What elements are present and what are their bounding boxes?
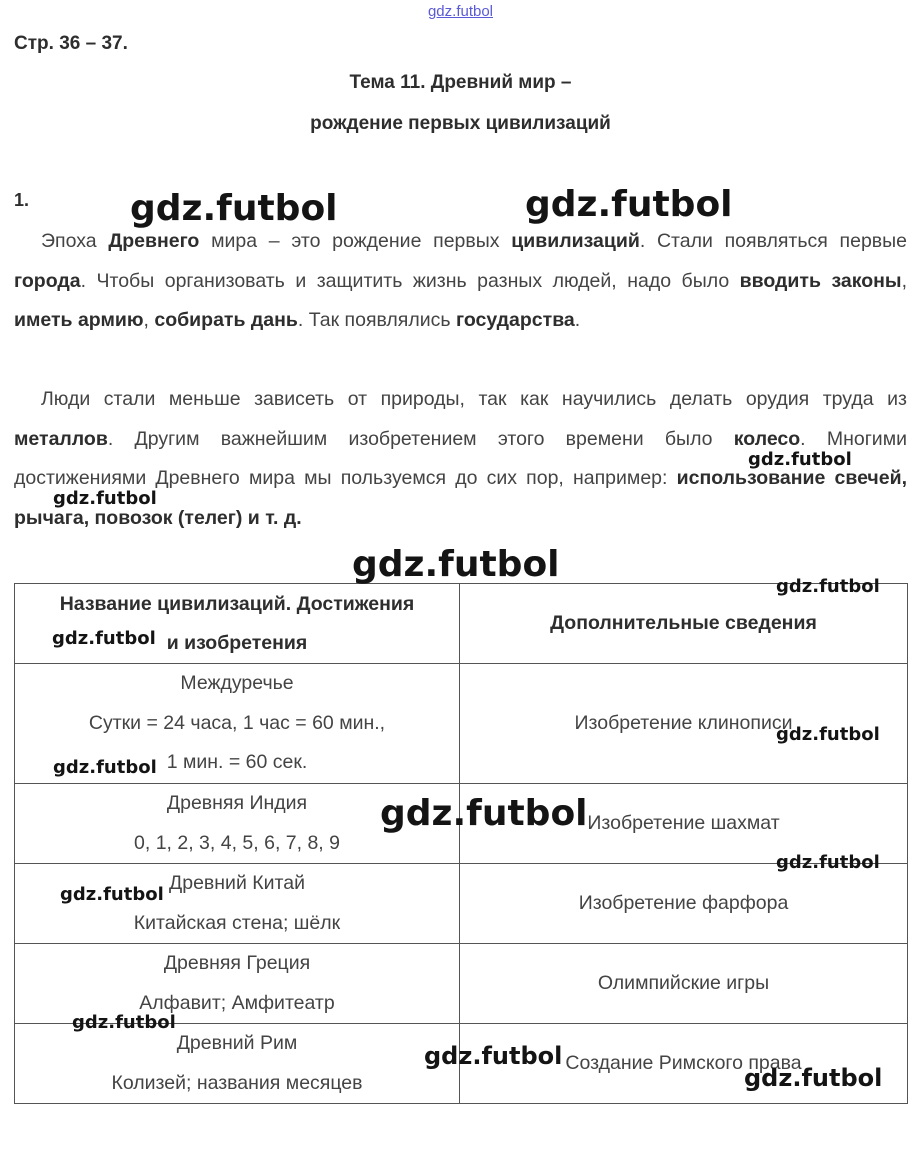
extra-info-cell: Изобретение фарфора	[460, 864, 908, 944]
bold-term: государства	[455, 309, 575, 331]
text-run: . Чтобы организовать и защитить жизнь разных людей, надо было	[80, 269, 740, 292]
page-reference: Стр. 36 – 37.	[14, 33, 128, 54]
watermark: gdz.futbol	[776, 852, 880, 873]
extra-info-cell: Олимпийские игры	[460, 944, 908, 1024]
watermark: gdz.futbol	[748, 449, 852, 470]
bold-term: колесо	[733, 427, 801, 450]
topic-title-line-2: рождение первых цивилизаций	[310, 113, 611, 134]
text-run: мира – это рождение первых	[199, 230, 512, 252]
text-run: .	[574, 309, 581, 331]
text-run: ,	[901, 269, 907, 292]
bold-term: собирать дань	[154, 309, 298, 331]
top-watermark-link[interactable]: gdz.futbol	[427, 3, 494, 20]
text-run: . Другим важнейшим изобретением этого времени было	[107, 427, 734, 450]
bold-term: вводить законы	[739, 269, 902, 292]
watermark: gdz.futbol	[776, 724, 880, 745]
extra-info-cell: Изобретение клинописи	[460, 664, 908, 784]
civilization-achievement: Алфавит; Амфитеатр	[139, 991, 335, 1014]
watermark: gdz.futbol	[424, 1042, 563, 1070]
civilization-name: Древний Рим	[176, 1032, 298, 1054]
watermark: gdz.futbol	[352, 544, 560, 585]
text-run: ,	[143, 309, 155, 331]
bold-term: города	[14, 269, 81, 292]
civilization-achievement: Колизей; названия месяцев	[111, 1071, 363, 1094]
header-left-line-1: Название цивилизаций. Достижения	[59, 592, 415, 615]
task-number: 1.	[14, 190, 30, 210]
civilization-name: Древняя Индия	[166, 792, 308, 814]
watermark: gdz.futbol	[744, 1064, 883, 1092]
watermark: gdz.futbol	[525, 184, 733, 225]
civilization-name: Древний Китай	[169, 872, 305, 894]
watermark: gdz.futbol	[776, 576, 880, 597]
header-left	[15, 584, 460, 664]
watermark: gdz.futbol	[130, 188, 338, 229]
extra-info-cell: Изобретение шахмат	[460, 784, 908, 864]
civilization-name: Древняя Греция	[163, 952, 311, 974]
civilization-cell	[15, 1024, 460, 1104]
paragraph-1	[14, 222, 907, 341]
bold-term: Древнего	[108, 230, 200, 252]
bold-term: использование свечей, рычага, повозок (телег) и т. д.	[14, 467, 908, 529]
civilization-achievement: Китайская стена; шёлк	[133, 911, 341, 934]
watermark: gdz.futbol	[72, 1012, 176, 1033]
table-header-row	[15, 584, 908, 664]
text-run: . Так появлялись	[297, 309, 456, 331]
watermark: gdz.futbol	[60, 884, 164, 905]
header-left-line-2: и изобретения	[166, 631, 308, 654]
watermark: gdz.futbol	[52, 628, 156, 649]
bold-term: цивилизаций	[511, 230, 640, 252]
bold-term: иметь армию	[14, 309, 144, 331]
civilization-achievement: 0, 1, 2, 3, 4, 5, 6, 7, 8, 9	[134, 831, 340, 854]
header-right: Дополнительные сведения	[460, 584, 908, 664]
text-run: . Многими достижениями Древнего мира мы пользуемся до сих пор, например:	[14, 427, 907, 489]
civilization-name: Междуречье	[180, 672, 294, 695]
extra-info-cell: Создание Римского права	[460, 1024, 908, 1104]
bold-term: металлов	[14, 427, 108, 450]
watermark: gdz.futbol	[53, 757, 157, 778]
civilization-achievement: Сутки = 24 часа, 1 час = 60 мин.,	[88, 711, 386, 734]
topic-title-line-1: Тема 11. Древний мир –	[349, 72, 572, 93]
civilization-achievement-2: 1 мин. = 60 сек.	[166, 751, 308, 774]
text-run: Эпоха	[41, 230, 109, 252]
text-run: . Стали появляться первые	[639, 230, 908, 252]
watermark: gdz.futbol	[380, 793, 588, 834]
text-run: Люди стали меньше зависеть от природы, так как научились делать орудия труда из	[41, 388, 907, 410]
watermark: gdz.futbol	[53, 488, 157, 509]
